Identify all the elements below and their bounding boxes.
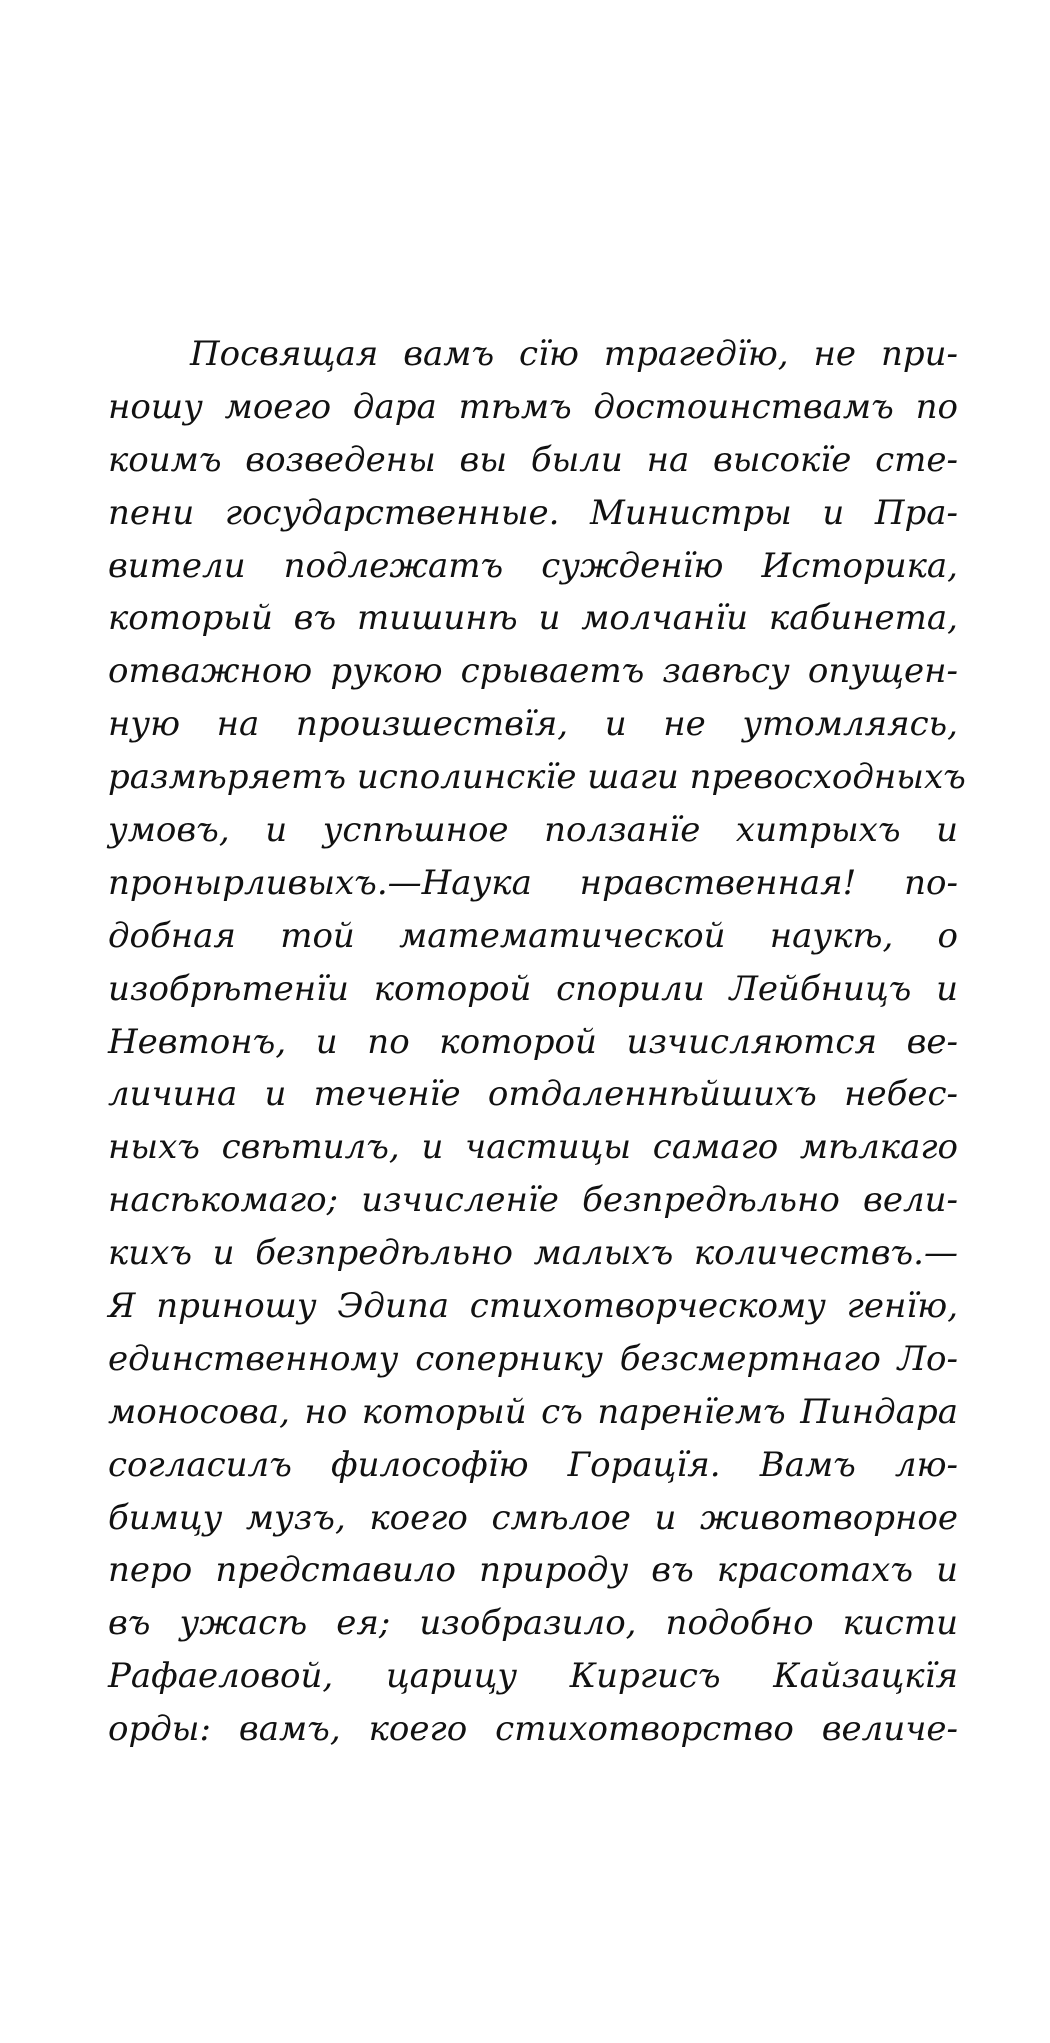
text-line: бимцу музъ, коего смѣлое и животворное: [108, 1497, 958, 1538]
text-line: единственному сопернику безсмертнаго Ло-: [108, 1338, 958, 1379]
text-line: изобрѣтенїи которой спорили Лейбницъ и: [108, 968, 958, 1009]
text-line: насѣкомаго; изчисленїе безпредѣльно вели-: [108, 1180, 958, 1221]
text-line: пронырливыхъ.—Наука нравственная! по-: [108, 862, 958, 903]
text-line: перо представило природу въ красотахъ и: [108, 1550, 958, 1591]
text-line: добная той математической наукѣ, о: [108, 915, 958, 956]
text-line: Я приношу Эдипа стихотворческому генїю,: [108, 1286, 958, 1327]
text-line: ныхъ свѣтилъ, и частицы самаго мѣлкаго: [108, 1127, 958, 1168]
text-line: Невтонъ, и по которой изчисляются ве-: [108, 1021, 958, 1062]
text-line: коимъ возведены вы были на высокїе сте-: [108, 439, 958, 480]
text-line: отважною рукою срываетъ завѣсу опущен-: [108, 651, 958, 692]
text-line: умовъ, и успѣшное ползанїе хитрыхъ и: [108, 810, 958, 851]
text-line: согласилъ философїю Горацїя. Вамъ лю-: [108, 1444, 958, 1485]
text-line: Посвящая вамъ сїю трагедїю, не при-: [190, 334, 958, 374]
text-line: пени государственные. Министры и Пра-: [108, 492, 958, 533]
text-line: размѣряетъ исполинскїе шаги превосходныхъ: [108, 757, 966, 798]
text-line: въ ужасѣ ея; изобразило, подобно кисти: [108, 1603, 958, 1644]
text-line: вители подлежатъ сужденїю Историка,: [108, 545, 958, 586]
text-line: который въ тишинѣ и молчанїи кабинета,: [108, 598, 958, 639]
text-line: личина и теченїе отдаленнѣйшихъ небес-: [108, 1074, 958, 1115]
text-line: ношу моего дара тѣмъ достоинствамъ по: [108, 386, 958, 427]
text-line: орды: вамъ, коего стихотворство величе-: [108, 1709, 958, 1750]
dedication-text: [108, 328, 966, 1756]
text-line: Рафаеловой, царицу Киргисъ Кайзацкїя: [108, 1656, 958, 1697]
text-line: ную на произшествїя, и не утомляясь,: [108, 704, 958, 745]
text-line: моносова, но который съ паренїемъ Пиндара: [108, 1391, 958, 1432]
text-line: кихъ и безпредѣльно малыхъ количествъ.—: [108, 1233, 958, 1274]
